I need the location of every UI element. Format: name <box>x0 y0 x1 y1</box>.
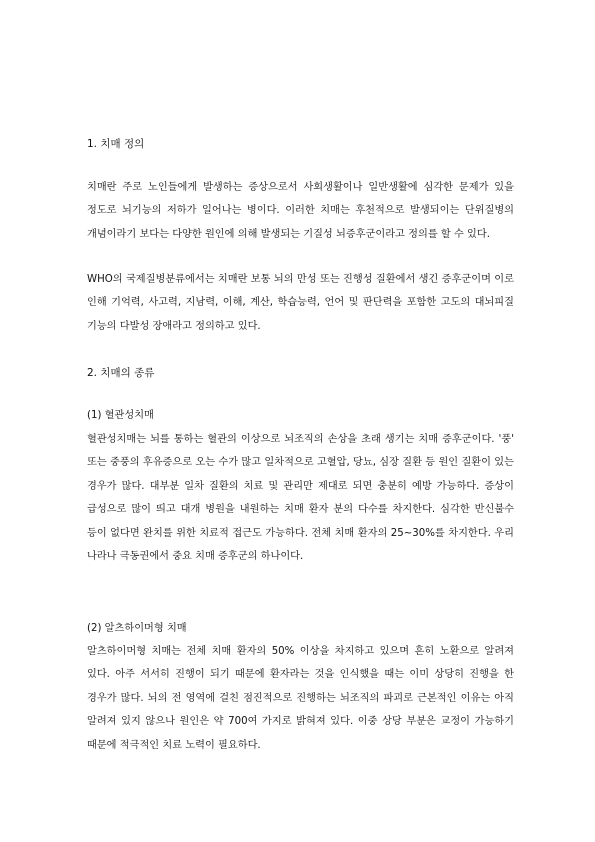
section-1-paragraph-1: 치매란 주로 노인들에게 발생하는 증상으로서 사회생활이나 일반생활에 심각한 문제가 있을 정도로 뇌기능의 저하가 일어나는 병이다. 이러한 치매는 후천적으로 발생되이는 단위질병의 개념이라기 보다는 다양한 원인에 의해 발생되는 기질성 뇌증후군이라고 정의를 할 수 있다. <box>87 182 514 240</box>
section-1-heading: 1. 치매 정의 <box>87 138 145 150</box>
vascular-dementia-title: (1) 혈관성치매 <box>87 410 154 421</box>
alzheimer-dementia-body: 알츠하이머형 치매는 전체 치매 환자의 50% 이상을 차지하고 있으며 흔히 노환으로 알려져 있다. 아주 서서히 진행이 되기 때문에 환자라는 것을 인식했을 때는 이미 상당히 진행을 한 경우가 많다. 뇌의 전 영역에 걸친 점진적으로 진행하는 뇌조직의 파괴로 근본적인 이유는 아직 알려져 있지 않으나 원인은 약 700여 가지로 밝혀져 있다. 이중 상당 부분은 교정이 가능하기 때문에 적극적인 치료 노력이 필요하다. <box>87 646 514 751</box>
alzheimer-dementia-title: (2) 알츠하이머형 치매 <box>87 623 187 634</box>
vascular-dementia-body: 혈관성치매는 뇌를 통하는 혈관의 이상으로 뇌조직의 손상을 초래 생기는 치매 증후군이다. '풍' 또는 중풍의 후유증으로 오는 수가 많고 일차적으로 고혈압, 당뇨, 심장 질환 등 원인 질환이 있는 경우가 많다. 대부분 일차 질환의 치료 및 관리만 제대로 되면 충분히 예방 가능하다. 증상이 급성으로 많이 띄고 대개 병원을 내원하는 치매 환자 분의 다수를 차지한다. 심각한 반신불수 등이 없다면 완치를 위한 치료적 접근도 가능하다. 전체 치매 환자의 25~30%를 차지한다. 우리 나라나 극동권에서 중요 치매 증후군의 하나이다. <box>87 434 514 563</box>
section-1-paragraph-2: WHO의 국제질병분류에서는 치매란 보통 뇌의 만성 또는 진행성 질환에서 생긴 증후군이며 이로 인해 기억력, 사고력, 지남력, 이해, 계산, 학습능력, 언어 및 판단력을 포함한 고도의 대뇌피질 기능의 다발성 장애라고 정의하고 있다. <box>87 274 514 332</box>
section-2-heading: 2. 치매의 종류 <box>87 367 155 379</box>
